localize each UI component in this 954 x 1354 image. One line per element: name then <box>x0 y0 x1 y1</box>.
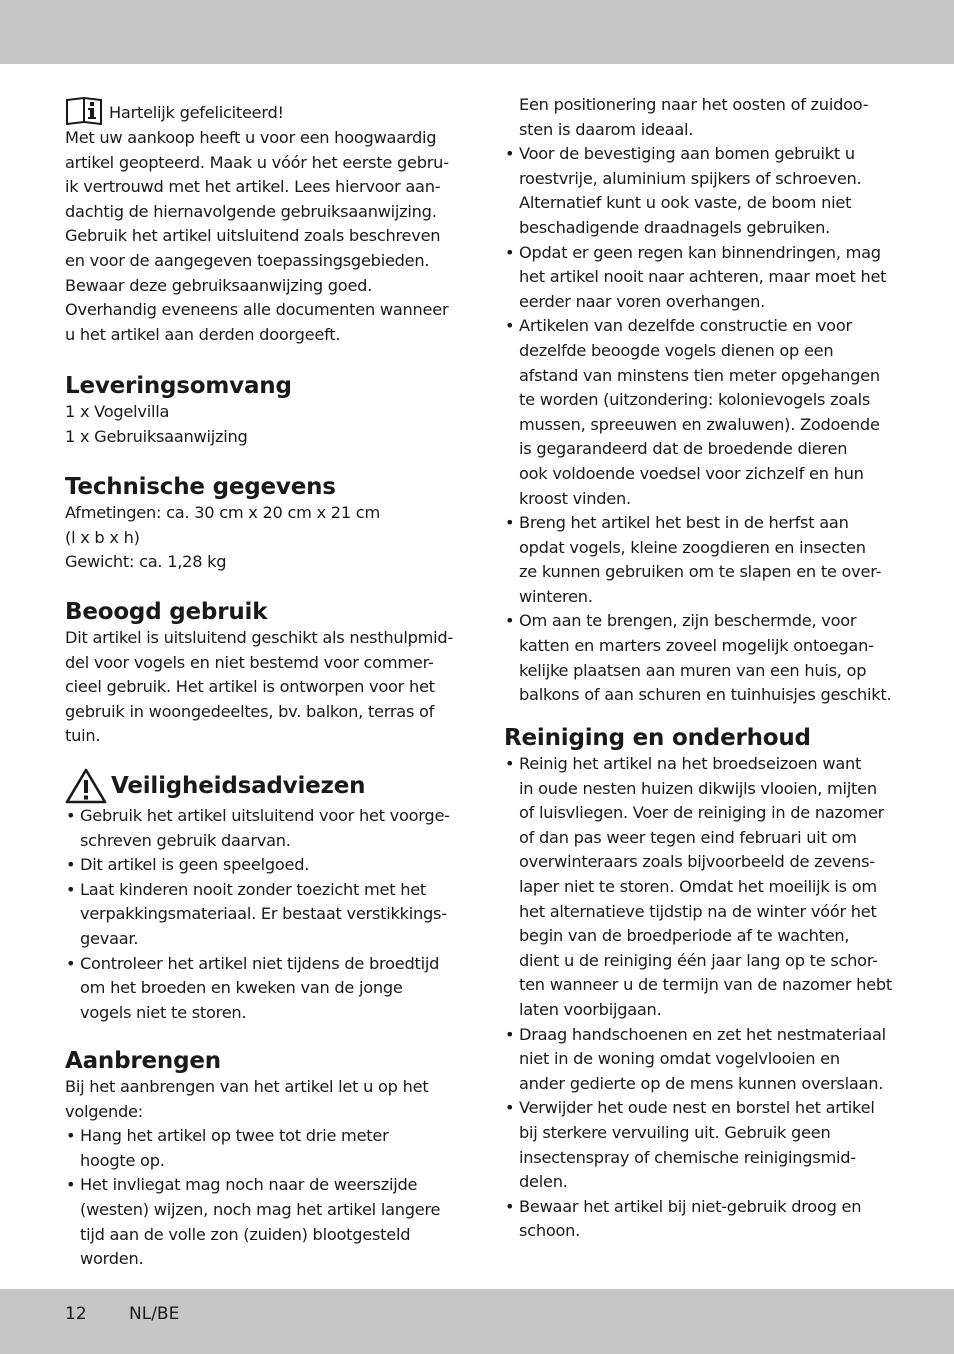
list-item-line: om het broeden en kweken van de jonge <box>80 978 403 998</box>
list-item-line: te worden (uitzondering: kolonievogels zoals <box>519 390 871 410</box>
aanbrengen-section <box>65 1047 457 1272</box>
text-line: Gebruik het artikel uitsluitend zoals beschreven <box>65 226 441 246</box>
list-item-line: winteren. <box>519 586 593 606</box>
list-item-line: roestvrije, aluminium spijkers of schroeven. <box>519 168 862 188</box>
list-item-line: mussen, spreeuwen en zwaluwen). Zodoende <box>519 414 880 434</box>
list-item-line: ze kunnen gebruiken om te slapen en te over- <box>519 562 882 582</box>
list-item: • Bewaar het artikel bij niet-gebruik droog en <box>504 1195 896 1220</box>
text-line: 1 x Gebruiksaanwijzing <box>65 426 248 446</box>
text-line: en voor de aangegeven toepassingsgebieden. <box>65 250 430 270</box>
text-line: Afmetingen: ca. 30 cm x 20 cm x 21 cm <box>65 503 380 522</box>
levering-heading: Leveringsomvang <box>65 373 292 399</box>
intro-section <box>65 96 457 347</box>
list-item-line: laten voorbijgaan. <box>519 999 662 1019</box>
list-item: • Reinig het artikel na het broedseizoen want <box>504 752 896 777</box>
list-item-line: schoon. <box>519 1221 581 1241</box>
language-code: NL/BE <box>129 1304 180 1324</box>
text-line: volgende: <box>65 1101 143 1121</box>
list-item-line: of luisvliegen. Voer de reiniging in de nazomer <box>519 803 885 823</box>
warning-triangle-icon <box>65 768 107 804</box>
info-book-icon <box>65 96 105 126</box>
veiligheid-heading-row <box>65 768 457 804</box>
list-item: • Dit artikel is geen speelgoed. <box>65 853 457 878</box>
list-item-line: bij sterkere vervuiling uit. Gebruik geen <box>519 1122 831 1142</box>
text-line: (l x b x h) <box>65 527 140 547</box>
list-item-line: kroost vinden. <box>519 488 631 508</box>
list-item-line: laper niet te storen. Omdat het moeilijk is om <box>519 876 877 896</box>
list-item: • Breng het artikel het best in de herfst aan <box>504 511 896 536</box>
aanbrengen-list-continued <box>504 142 896 708</box>
text-line: Bewaar deze gebruiksaanwijzing goed. <box>65 275 373 295</box>
list-item-line: Alternatief kunt u ook vaste, de boom niet <box>519 193 852 213</box>
text-line: cieel gebruik. Het artikel is ontworpen voor het <box>65 677 435 697</box>
technisch-section <box>65 473 457 575</box>
text-line: dachtig de hiernavolgende gebruiksaanwijzing. <box>65 201 437 221</box>
intro-paragraph <box>65 126 457 347</box>
veiligheid-section <box>65 768 457 1025</box>
technisch-heading: Technische gegevens <box>65 474 336 500</box>
text-line: Een positionering naar het oosten of zuidoo- <box>519 95 869 114</box>
list-item-line: balkons of aan schuren en tuinhuisjes geschikt. <box>519 685 892 705</box>
beoogd-heading: Beoogd gebruik <box>65 599 268 625</box>
greeting-text: Hartelijk gefeliciteerd! <box>109 103 284 123</box>
beoogd-section <box>65 598 457 749</box>
reiniging-section <box>504 724 896 1244</box>
list-item-line: delen. <box>519 1172 568 1192</box>
list-item-line: eerder naar voren overhangen. <box>519 291 766 311</box>
text-line: tuin. <box>65 726 101 746</box>
list-item-line: overwinteraars zoals bijvoorbeeld de zevens- <box>519 852 875 872</box>
list-item-line: het artikel nooit naar achteren, maar moet het <box>519 267 887 287</box>
list-item: • Controleer het artikel niet tijdens de broedtijd <box>65 952 457 977</box>
levering-list <box>65 400 457 449</box>
list-item: • Draag handschoenen en zet het nestmateriaal <box>504 1023 896 1048</box>
list-item-line: verpakkingsmateriaal. Er bestaat verstikkings- <box>80 904 447 924</box>
list-item-line: ook voldoende voedsel voor zichzelf en hun <box>519 463 864 483</box>
text-line: Gewicht: ca. 1,28 kg <box>65 552 227 572</box>
aanbrengen-heading: Aanbrengen <box>65 1048 221 1074</box>
text-line: ik vertrouwd met het artikel. Lees hiervoor aan- <box>65 177 441 197</box>
aanbrengen-list <box>65 1124 457 1272</box>
levering-section <box>65 372 457 449</box>
list-item-line: katten en marters zoveel mogelijk ontoegan- <box>519 636 874 656</box>
text-line: Met uw aankoop heeft u voor een hoogwaardig <box>65 128 437 147</box>
list-item-line: gevaar. <box>80 928 139 948</box>
aanbrengen-intro <box>65 1075 457 1124</box>
list-item-line: niet in de woning omdat vogelvlooien en <box>519 1049 840 1069</box>
header-bar <box>0 0 954 64</box>
list-item-line: dient u de reiniging één jaar lang op te schor- <box>519 950 878 970</box>
text-line: del voor vogels en niet bestemd voor commer- <box>65 652 434 672</box>
list-item: • Voor de bevestiging aan bomen gebruikt u <box>504 142 896 167</box>
aanbrengen-continued <box>504 93 896 708</box>
list-item: • Verwijder het oude nest en borstel het artikel <box>504 1096 896 1121</box>
text-line: sten is daarom ideaal. <box>519 119 694 139</box>
list-item: • Artikelen van dezelfde constructie en voor <box>504 314 896 339</box>
continuation-text <box>504 93 896 142</box>
list-item-line: kelijke plaatsen aan muren van een huis, op <box>519 660 867 680</box>
veiligheid-heading: Veiligheidsadviezen <box>111 773 366 799</box>
reiniging-heading: Reiniging en onderhoud <box>504 725 811 751</box>
text-line: Dit artikel is uitsluitend geschikt als nesthulpmid- <box>65 628 453 647</box>
list-item-line: begin van de broedperiode af te wachten, <box>519 926 850 946</box>
list-item-line: ten wanneer u de termijn van de nazomer hebt <box>519 975 892 995</box>
list-item-line: insectenspray of chemische reinigingsmid- <box>519 1147 856 1167</box>
text-line: Bij het aanbrengen van het artikel let u op het <box>65 1077 429 1096</box>
list-item-line: schreven gebruik daarvan. <box>80 830 291 850</box>
list-item: • Opdat er geen regen kan binnendringen, mag <box>504 241 896 266</box>
list-item-line: ander gedierte op de mens kunnen overslaan. <box>519 1073 884 1093</box>
list-item-line: (westen) wijzen, noch mag het artikel langere <box>80 1199 441 1219</box>
greeting-row <box>65 96 457 126</box>
list-item-line: opdat vogels, kleine zoogdieren en insecten <box>519 537 866 557</box>
beoogd-text <box>65 626 457 749</box>
list-item: • Om aan te brengen, zijn beschermde, voor <box>504 609 896 634</box>
list-item-line: het alternatieve tijdstip na de winter vóór het <box>519 901 877 921</box>
list-item: • Laat kinderen nooit zonder toezicht met het <box>65 878 457 903</box>
text-line: Overhandig eveneens alle documenten wanneer <box>65 300 449 320</box>
text-line: artikel geopteerd. Maak u vóór het eerste gebru- <box>65 152 449 172</box>
list-item-line: dezelfde beoogde vogels dienen op een <box>519 340 834 360</box>
list-item-line: hoogte op. <box>80 1150 165 1170</box>
list-item: • Gebruik het artikel uitsluitend voor het voorge- <box>65 804 457 829</box>
list-item: • Het invliegat mag noch naar de weerszijde <box>65 1173 457 1198</box>
text-line: u het artikel aan derden doorgeeft. <box>65 324 341 344</box>
list-item-line: in oude nesten huizen dikwijls vlooien, mijten <box>519 778 877 798</box>
page-number: 12 <box>65 1304 87 1324</box>
list-item-line: vogels niet te storen. <box>80 1002 247 1022</box>
list-item: • Hang het artikel op twee tot drie meter <box>65 1124 457 1149</box>
reiniging-list <box>504 752 896 1244</box>
technisch-text <box>65 501 457 575</box>
list-item-line: beschadigende draadnagels gebruiken. <box>519 217 831 237</box>
list-item-line: worden. <box>80 1249 144 1269</box>
text-line: gebruik in woongedeeltes, bv. balkon, terras of <box>65 701 435 721</box>
list-item-line: is gegarandeerd dat de broedende dieren <box>519 439 848 459</box>
veiligheid-list <box>65 804 457 1025</box>
list-item-line: afstand van minstens tien meter opgehangen <box>519 365 880 385</box>
list-item-line: tijd aan de volle zon (zuiden) blootgesteld <box>80 1224 411 1244</box>
list-item-line: of dan pas weer tegen eind februari uit om <box>519 827 857 847</box>
text-line: 1 x Vogelvilla <box>65 402 170 421</box>
